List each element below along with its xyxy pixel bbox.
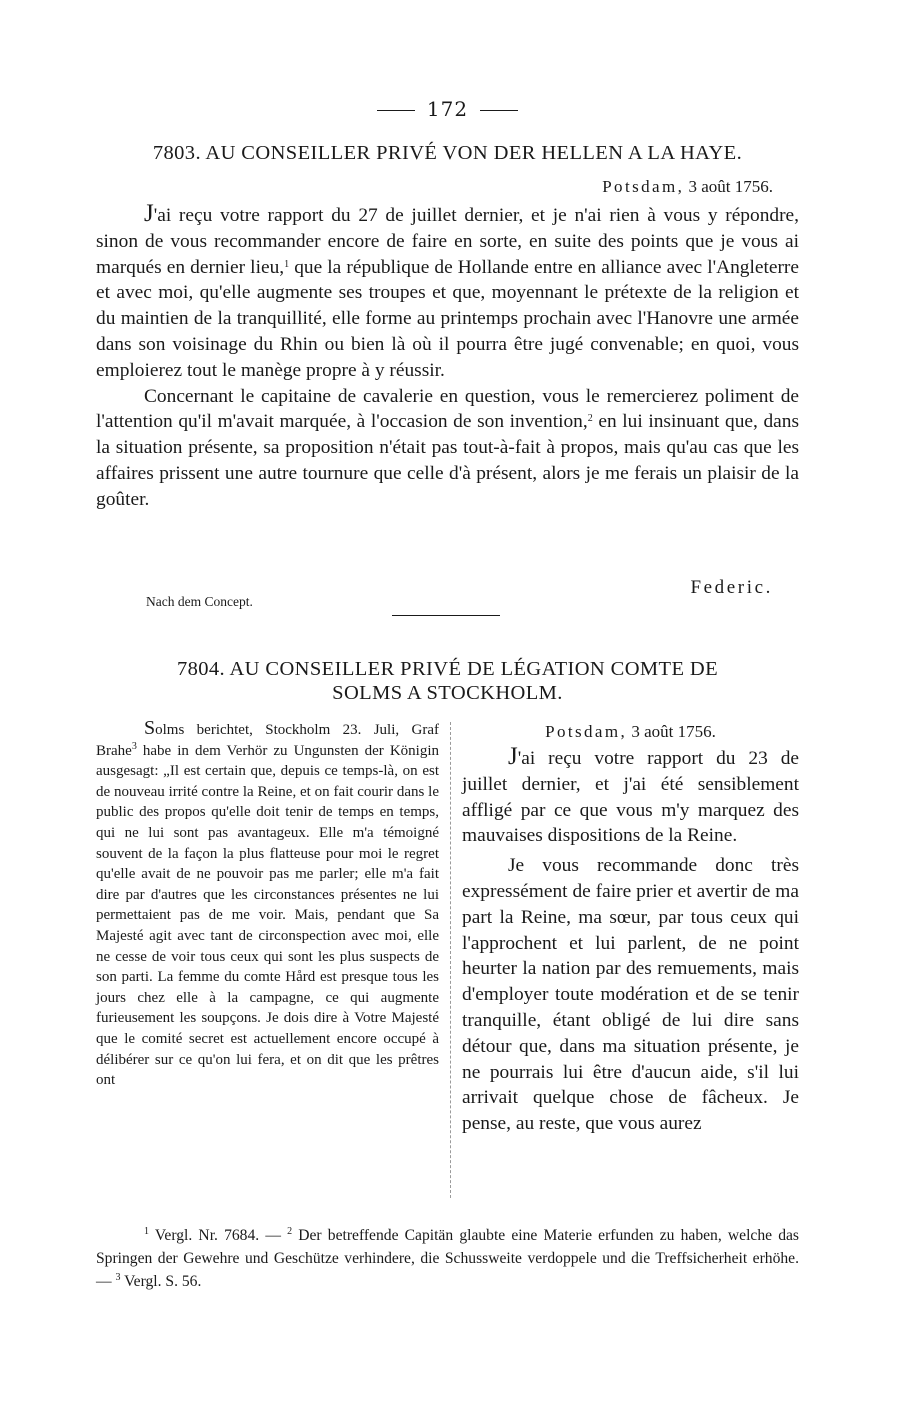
source-note: Nach dem Concept.: [146, 594, 253, 609]
report-summary: [96, 718, 439, 1091]
letter-7803-body: [96, 200, 800, 513]
paragraph-text: 'ai reçu votre rapport du 27 de juillet dernier, et je n'ai rien à vous y répondre, sinon de vous recommander encore de faire en sorte, en suite des points que je vous ai marqués en dernier lieu,: [96, 205, 799, 278]
paragraph-text-rest: que la république de Hollande entre en alliance avec l'Angleterre et avec moi, qu'elle augmente ses troupes et que, moyennant le prétexte de la religion et du maintien de la tranquillité, elle forme au printemps prochain avec l'Hanovre une armée dans son voisinage du Rhin ou bien là où il pourra être jugé convenable; en quoi, vous emploierez tout le manège propre à y réussir.: [96, 256, 799, 381]
footnote-2-text: Der betreffende Capitän glaubte eine Materie erfunden zu haben, welche das Springen der Gewehre und Geschütze verhindere, die Schussweite verdoppele und die Treffsicherheit erhöhe. —: [96, 1227, 799, 1290]
dateline-place: Potsdam,: [545, 722, 628, 741]
summary-text-rest: habe in dem Verhör zu Ungunsten der Königin ausgesagt: „Il est certain que, depuis ce temps-là, on est de nouveau irrité contre la Reine, et on fait courir dans le public des propos qu'elle doit tenir de temps en temps, qui ne lui sont pas avantageux. Elle m'a témoigné souvent de la façon la plus flatteuse pour moi le regret qu'elle avait de ne pouvoir pas me parler; elle m'a fait dire par d'autres que les circonstances présentes ne lui permettaient pas de me voir. Mais, pendant que Sa Majesté agit avec tant de circonspection avec moi, elle ne cesse de voir tous ceux qui sont les plus suspects de son parti. La femme du comte Hård est presque tous les jours chez elle à la campagne, ce qui augmente furieusement les soupçons. Je dois dire à Votre Majesté que le comité secret est actuellement encore occupé à délibérer sur ce qu'on lui fera, et on dit que les prêtres ont: [96, 742, 439, 1089]
page-number-text: 172: [426, 97, 469, 121]
page-number-dash-right: [480, 110, 518, 111]
letter-7803-paragraph-1: [96, 200, 799, 384]
section-divider-rule: [392, 615, 500, 616]
footnote-marker-1: 1: [284, 258, 290, 270]
dateline-date: 3 août 1756.: [688, 177, 773, 196]
page-number: [96, 97, 799, 121]
heading-line-1: 7804. AU CONSEILLER PRIVÉ DE LÉGATION COMTE DE: [176, 658, 719, 680]
letter-7804-heading: [96, 657, 799, 705]
letter-7803-heading: 7803. AU CONSEILLER PRIVÉ VON DER HELLEN A LA HAYE.: [152, 142, 743, 164]
dateline-place: Potsdam,: [602, 177, 685, 196]
footnotes: [96, 1224, 799, 1293]
footnote-3-text: Vergl. S. 56.: [120, 1273, 202, 1290]
initial-letter: J: [144, 200, 154, 227]
footnote-3-number: 3: [115, 1272, 121, 1283]
page-number-dash-left: [377, 110, 415, 111]
initial-letter: S: [144, 717, 156, 739]
column-divider: [450, 722, 451, 1198]
footnote-2-number: 2: [287, 1226, 293, 1237]
footnote-1-text: Vergl. Nr. 7684. —: [149, 1227, 281, 1244]
dateline-date: 3 août 1756.: [631, 722, 716, 741]
letter-7804-paragraph-1: [462, 743, 799, 849]
footnote-marker-2: 2: [587, 413, 593, 425]
summary-text: olms berichtet, Stockholm 23. Juli, Graf Brahe: [96, 722, 439, 759]
footnote-1-number: 1: [144, 1226, 149, 1237]
paragraph-text: Concernant le capitaine de cavalerie en question, vous le remercierez poliment de l'attention qu'il m'avait marquée, à l'occasion de son invention,: [96, 385, 799, 433]
paragraph-text: 'ai reçu votre rapport du 23 de juillet dernier, et j'ai été sensiblement affligé par ce que vous m'y marquez des mauvaises dispositions de la Reine.: [462, 748, 799, 847]
footnote-block: [96, 1224, 799, 1293]
letter-7804-paragraph-2: Je vous recommande donc très expressément de faire prier et avertir de ma part la Reine, ma sœur, par tous ceux qui l'approchent et lui parlent, de ne point heurter la nation par des remuements, mais d'employer toute modération et de se tenir tranquille, étant obligé de lui dire sans détour que, dans ma situation présente, je ne pourrais lui être d'aucun aide, s'il lui arrivait quelque chose de fâcheux. Je pense, au reste, que vous aurez: [462, 855, 799, 1135]
letter-7804-column: [462, 720, 799, 1137]
initial-letter: J: [508, 743, 518, 770]
signature: Federic.: [690, 577, 773, 598]
footnote-marker-3: 3: [131, 740, 137, 752]
report-summary-column: [96, 718, 439, 1091]
paragraph-text-rest: en lui insinuant que, dans la situation présente, sa proposition n'était pas tout-à-fait à propos, mais qu'au cas que les affaires prissent une autre tournure que celle d'à présent, alors je me ferais un plaisir de la goûter.: [96, 411, 800, 510]
letter-7804-dateline: [462, 720, 799, 744]
letter-7803-paragraph-2: [96, 384, 799, 513]
heading-line-2: SOLMS A STOCKHOLM.: [332, 682, 563, 704]
letter-7803-dateline: [602, 177, 773, 197]
